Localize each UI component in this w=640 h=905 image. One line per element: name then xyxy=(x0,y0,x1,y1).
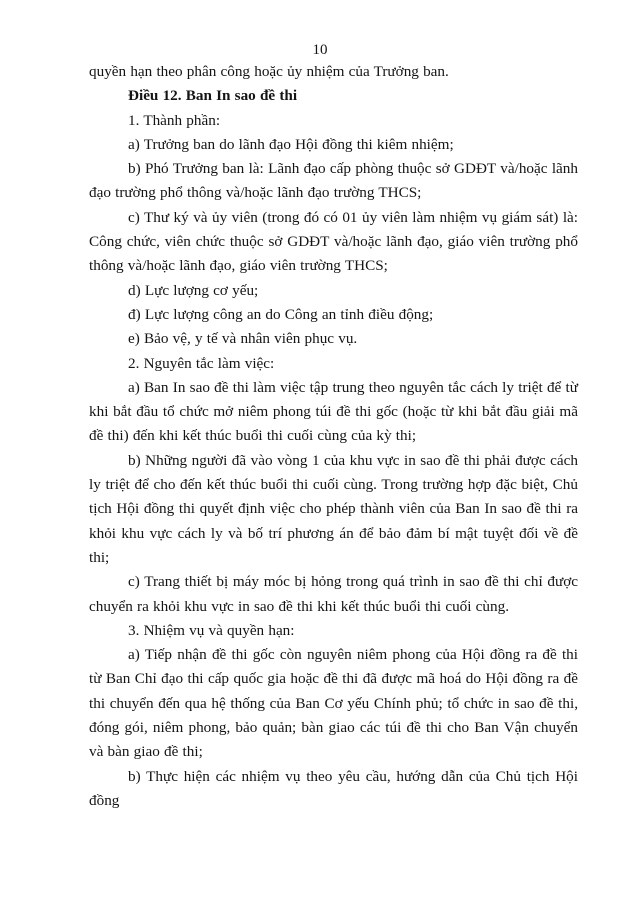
paragraph: c) Trang thiết bị máy móc bị hỏng trong quá trình in sao đề thi chỉ được chuyển ra khỏi khu vực in sao đề thi khi kết thúc buổi thi cuối cùng. xyxy=(89,573,578,615)
paragraph: a) Trưởng ban do lãnh đạo Hội đồng thi kiêm nhiệm; xyxy=(128,135,454,153)
page-number: 10 xyxy=(312,42,328,58)
paragraph: đ) Lực lượng công an do Công an tỉnh điều động; xyxy=(128,305,434,323)
paragraph: c) Thư ký và ủy viên (trong đó có 01 ủy viên làm nhiệm vụ giám sát) là: Công chức, viên chức thuộc sở GDĐT và/hoặc lãnh đạo, giáo viên trường phổ thông và/hoặc lãnh đạo, giáo viên trường THCS; xyxy=(89,208,578,275)
paragraph: 1. Thành phần: xyxy=(128,111,221,129)
paragraph: 3. Nhiệm vụ và quyền hạn: xyxy=(128,621,295,639)
paragraph: b) Những người đã vào vòng 1 của khu vực in sao đề thi phải được cách ly triệt để cho đến kết thúc buổi thi cuối cùng. Trong trường hợp đặc biệt, Chủ tịch Hội đồng thi quyết định việc cho phép thành viên của Ban In sao đề thi ra khỏi khu vực cách ly và bố trí phương án để bảo đảm bí mật tuyệt đối về đề thi; xyxy=(89,451,578,566)
paragraph: e) Bảo vệ, y tế và nhân viên phục vụ. xyxy=(128,330,358,348)
document-body xyxy=(89,60,578,813)
paragraph: quyền hạn theo phân công hoặc ủy nhiệm của Trưởng ban. xyxy=(89,63,449,80)
article-heading: Điều 12. Ban In sao đề thi xyxy=(128,87,298,105)
paragraph: b) Phó Trưởng ban là: Lãnh đạo cấp phòng thuộc sở GDĐT và/hoặc lãnh đạo trường phổ thông và/hoặc lãnh đạo trường THCS; xyxy=(89,160,578,202)
paragraph: a) Tiếp nhận đề thi gốc còn nguyên niêm phong của Hội đồng ra đề thi từ Ban Chỉ đạo thi cấp quốc gia hoặc đề thi đã được mã hoá do Hội đồng ra đề thi chuyển đến qua hệ thống của Ban Cơ yếu Chính phủ; tổ chức in sao đề thi, đóng gói, niêm phong, bảo quản; bàn giao các túi đề thi cho Ban Vận chuyển và bàn giao đề thi; xyxy=(89,646,578,761)
paragraph: a) Ban In sao đề thi làm việc tập trung theo nguyên tắc cách ly triệt để từ khi bắt đầu tổ chức mở niêm phong túi đề thi gốc (hoặc từ khi bắt đầu giải mã đề thi) đến khi kết thúc buổi thi cuối cùng của kỳ thi; xyxy=(89,378,578,445)
paragraph: b) Thực hiện các nhiệm vụ theo yêu cầu, hướng dẫn của Chủ tịch Hội đồng xyxy=(89,767,578,809)
paragraph: 2. Nguyên tắc làm việc: xyxy=(128,354,275,372)
paragraph: d) Lực lượng cơ yếu; xyxy=(128,281,259,299)
